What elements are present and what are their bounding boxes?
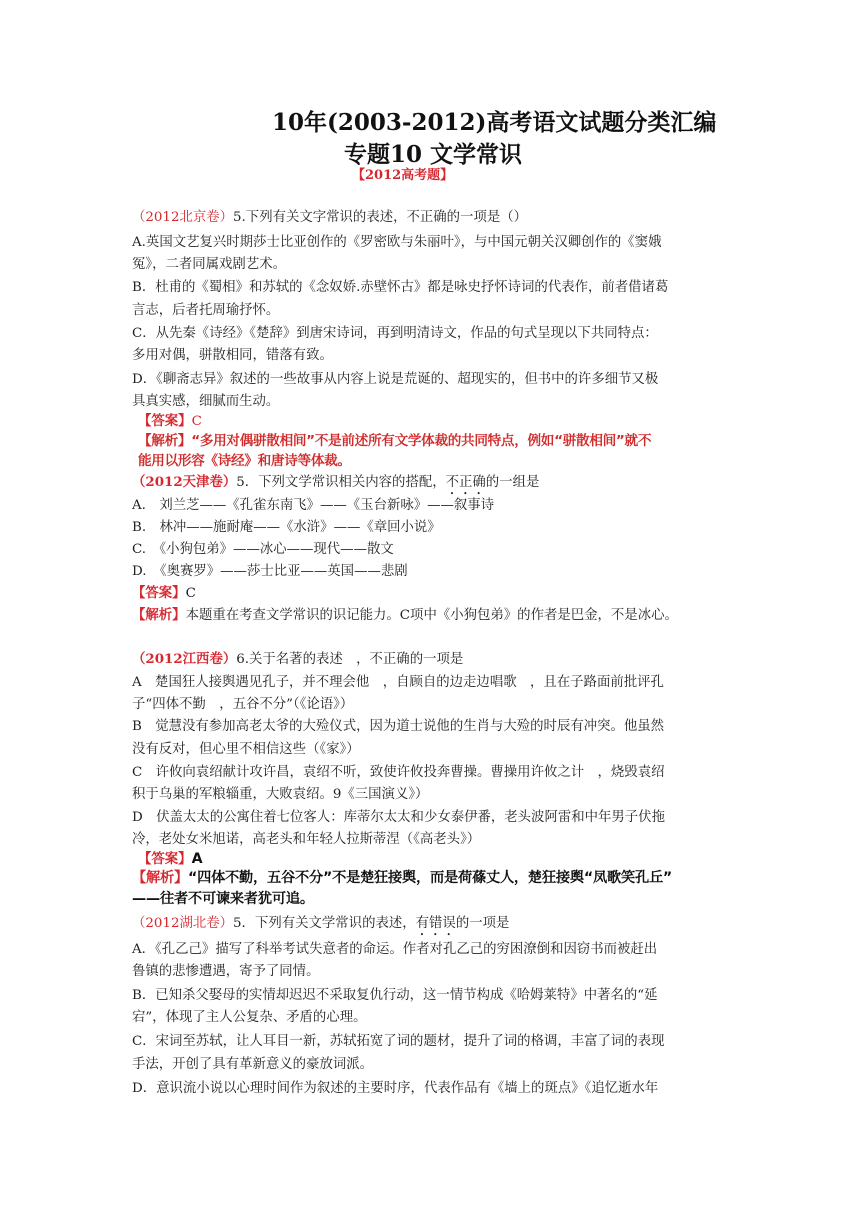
q3-answer-tag: 【答案】 <box>138 851 192 867</box>
q1-option-d-line1: D．《聊斋志异》叙述的一些故事从内容上说是荒诞的、超现实的，但书中的许多细节又极 <box>132 372 659 387</box>
q1-answer-tag: 【答案】 <box>138 413 192 429</box>
q1-option-a-line1: A.英国文艺复兴时期莎士比亚创作的《罗密欧与朱丽叶》，与中国元朝关汉卿创作的《窦娥 <box>132 235 662 250</box>
q1-option-a-line2: 冤》，二者同属戏剧艺术。 <box>132 257 286 272</box>
q4-option-a-line1: A．《孔乙己》描写了科举考试失意者的命运。作者对孔乙己的穷困潦倒和因窃书而被赶出 <box>132 942 658 957</box>
q4-source: （2012湖北卷） <box>132 916 234 931</box>
q3-option-c-line1: C 许攸向袁绍献计攻许昌，袁绍不听，致使许攸投奔曹操。曹操用许攸之计 ，烧毁袁绍 <box>132 765 665 780</box>
q3-stem-line <box>132 650 463 669</box>
q3-option-a-line1: A 楚国狂人接舆遇见孔子，并不理会他 ，自顾自的边走边唱歌 ，且在子路面前批评孔 <box>132 675 664 690</box>
q2-stem-line <box>132 473 539 498</box>
q3-option-d-line1: D 伏盖太太的公寓住着七位客人：库蒂尔太太和少女泰伊番，老头波阿雷和中年男子伏拖 <box>132 810 665 825</box>
q2-answer <box>132 584 196 603</box>
q1-analysis-line2: 能用以形容《诗经》和唐诗等体裁。 <box>138 453 351 469</box>
q3-option-d-line2: 冷，老处女米旭诺，高老头和年轻人拉斯蒂涅（《高老头》） <box>132 832 481 847</box>
q1-option-c-line2: 多用对偶，骈散相同，错落有致。 <box>132 348 333 363</box>
q3-option-a-line2: 子“四体不勤 ，五谷不分”（《论语》） <box>132 697 354 712</box>
q3-analysis-text1: “四体不勤，五谷不分”不是楚狂接舆，而是荷蓧丈人，楚狂接舆“凤歌笑孔丘” <box>187 870 673 886</box>
q4-option-a-line2: 鲁镇的悲惨遭遇，寄予了同情。 <box>132 964 320 979</box>
q2-option-a: A. 刘兰芝——《孔雀东南飞》——《玉台新咏》——叙事诗 <box>132 498 495 513</box>
q1-option-c-line1: C．从先秦《诗经》《楚辞》到唐宋诗词，再到明清诗文，作品的句式呈现以下共同特点： <box>132 326 658 341</box>
section-heading: 【2012高考题】 <box>352 168 454 183</box>
q2-stem-a: 5．下列文学常识相关内容的搭配， <box>236 475 446 490</box>
q2-option-b: B. 林冲——施耐庵——《水浒》——《章回小说》 <box>132 520 441 535</box>
q4-stem-emphasis: 有错误 <box>415 916 456 931</box>
q3-answer <box>138 850 202 869</box>
q2-option-d: D. 《奥赛罗》——莎士比亚——英国——悲剧 <box>132 564 408 579</box>
q1-stem-line <box>132 208 527 227</box>
q1-answer <box>138 412 202 431</box>
q4-stem-b: 的一项是 <box>455 916 510 931</box>
q2-analysis-tag: 【解析】 <box>132 607 186 623</box>
q1-option-d-line2: 具真实感，细腻而生动。 <box>132 394 280 409</box>
q1-stem: 5.下列有关文字常识的表述，不正确的一项是（） <box>233 210 528 225</box>
q3-analysis-line2: ——往者不可谏来者犹可追。 <box>132 891 314 907</box>
q4-stem-a: 5．下列有关文学常识的表述， <box>233 916 416 931</box>
q2-analysis-text: 本题重在考查文学常识的识记能力。C项中《小狗包弟》的作者是巴金，不是冰心。 <box>185 608 678 623</box>
q4-option-c-line2: 手法，开创了具有革新意义的豪放词派。 <box>132 1057 374 1072</box>
q1-source: （2012北京卷） <box>132 210 234 225</box>
document-title: 10年(2003-2012)高考语文试题分类汇编 <box>272 109 717 136</box>
q2-stem-emphasis: 不正确 <box>445 475 486 490</box>
q4-option-b-line1: B．已知杀父娶母的实情却迟迟不采取复仇行动，这一情节构成《哈姆莱特》中著名的“延 <box>132 988 658 1003</box>
q2-stem-b: 的一组是 <box>485 475 540 490</box>
q2-analysis <box>132 606 678 625</box>
q1-option-b-line2: 言志，后者托周瑜抒怀。 <box>132 303 280 318</box>
q2-answer-value: C <box>185 586 196 601</box>
q3-option-b-line2: 没有反对，但心里不相信这些（《家》） <box>132 742 360 757</box>
q1-analysis-line1 <box>138 432 651 451</box>
q3-analysis-line1 <box>132 869 672 888</box>
q2-answer-tag: 【答案】 <box>132 585 186 601</box>
document-subtitle: 专题10 文学常识 <box>344 141 523 168</box>
q3-answer-value: A <box>191 851 203 867</box>
q4-stem-line <box>132 914 509 939</box>
q3-analysis-tag: 【解析】 <box>132 870 188 886</box>
q1-option-b-line1: B．杜甫的《蜀相》和苏轼的《念奴娇.赤壁怀古》都是咏史抒怀诗词的代表作，前者借诸葛 <box>132 280 669 295</box>
q1-analysis-tag: 【解析】 <box>138 433 192 449</box>
q3-source: （2012江西卷） <box>132 651 237 667</box>
q2-option-c: C. 《小狗包弟》——冰心——现代——散文 <box>132 542 394 557</box>
q4-option-d-line1: D．意识流小说以心理时间作为叙述的主要时序，代表作品有《墙上的斑点》《追忆逝水年 <box>132 1081 659 1096</box>
q4-option-b-line2: 宕”，体现了主人公复杂、矛盾的心理。 <box>132 1010 367 1025</box>
q1-answer-value: C <box>191 414 202 429</box>
q3-option-c-line2: 积于乌巢的军粮辎重，大败袁绍。9《三国演义》） <box>132 787 429 802</box>
q2-source: （2012天津卷） <box>132 474 237 490</box>
q4-option-c-line1: C．宋词至苏轼，让人耳目一新，苏轼拓宽了词的题材，提升了词的格调，丰富了词的表现 <box>132 1034 665 1049</box>
q1-analysis-text1: “多用对偶骈散相间”不是前述所有文学体裁的共同特点，例如“骈散相间”就不 <box>191 433 652 449</box>
q3-stem: 6.关于名著的表述 ，不正确的一项是 <box>236 652 464 667</box>
q3-option-b-line1: B 觉慧没有参加高老太爷的大殓仪式，因为道士说他的生肖与大殓的时辰有冲突。他虽然 <box>132 719 665 734</box>
